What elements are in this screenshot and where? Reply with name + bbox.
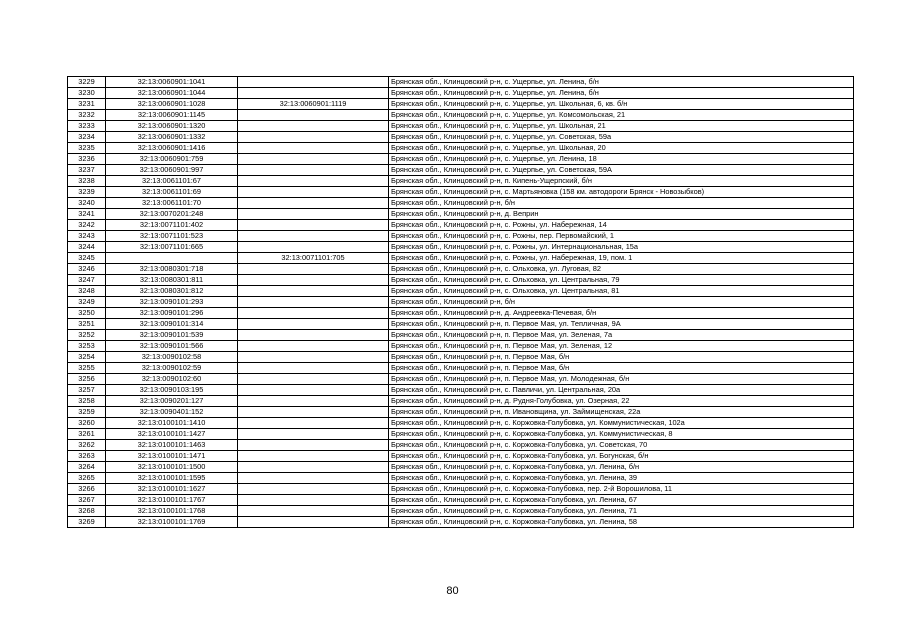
register-table xyxy=(67,76,854,528)
address-cell: Брянская обл., Клинцовский р-н, с. Ольховка, ул. Луговая, 82 xyxy=(389,264,854,275)
address-cell: Брянская обл., Клинцовский р-н, с. Коржовка-Голубовка, ул. Советская, 70 xyxy=(389,440,854,451)
address-cell: Брянская обл., Клинцовский р-н, п. Ивановщина, ул. Займищенская, 22а xyxy=(389,407,854,418)
address-cell: Брянская обл., Клинцовский р-н, с. Ущерпье, ул. Ленина, б/н xyxy=(389,88,854,99)
address-cell: Брянская обл., Клинцовский р-н, д. Веприн xyxy=(389,209,854,220)
related-cadastral-number-cell xyxy=(238,264,389,275)
address-cell: Брянская обл., Клинцовский р-н, с. Ущерпье, ул. Ленина, б/н xyxy=(389,77,854,88)
table-row xyxy=(68,495,854,506)
row-number-cell: 3261 xyxy=(68,429,106,440)
row-number-cell: 3230 xyxy=(68,88,106,99)
address-cell: Брянская обл., Клинцовский р-н, с. Рожны, ул. Набережная, 14 xyxy=(389,220,854,231)
related-cadastral-number-cell xyxy=(238,462,389,473)
table-row xyxy=(68,198,854,209)
cadastral-number-cell: 32:13:0100101:1500 xyxy=(106,462,238,473)
row-number-cell: 3259 xyxy=(68,407,106,418)
cadastral-number-cell: 32:13:0090101:566 xyxy=(106,341,238,352)
table-row xyxy=(68,297,854,308)
cadastral-number-cell: 32:13:0100101:1471 xyxy=(106,451,238,462)
address-cell: Брянская обл., Клинцовский р-н, д. Рудня-Голубовка, ул. Озерная, 22 xyxy=(389,396,854,407)
row-number-cell: 3267 xyxy=(68,495,106,506)
related-cadastral-number-cell xyxy=(238,473,389,484)
related-cadastral-number-cell xyxy=(238,220,389,231)
table-row xyxy=(68,275,854,286)
related-cadastral-number-cell xyxy=(238,418,389,429)
table-row xyxy=(68,429,854,440)
table-row xyxy=(68,319,854,330)
table-row xyxy=(68,264,854,275)
address-cell: Брянская обл., Клинцовский р-н, с. Ущерпье, ул. Советская, 59А xyxy=(389,165,854,176)
address-cell: Брянская обл., Клинцовский р-н, с. Павличи, ул. Центральная, 20а xyxy=(389,385,854,396)
page-number: 80 xyxy=(446,585,459,597)
related-cadastral-number-cell xyxy=(238,110,389,121)
related-cadastral-number-cell: 32:13:0060901:1119 xyxy=(238,99,389,110)
address-cell: Брянская обл., Клинцовский р-н, с. Ущерпье, ул. Школьная, 6, кв. б/н xyxy=(389,99,854,110)
cadastral-number-cell: 32:13:0071101:402 xyxy=(106,220,238,231)
cadastral-number-cell xyxy=(106,253,238,264)
row-number-cell: 3248 xyxy=(68,286,106,297)
related-cadastral-number-cell xyxy=(238,121,389,132)
row-number-cell: 3265 xyxy=(68,473,106,484)
cadastral-number-cell: 32:13:0100101:1410 xyxy=(106,418,238,429)
cadastral-number-cell: 32:13:0071101:523 xyxy=(106,231,238,242)
cadastral-number-cell: 32:13:0090101:314 xyxy=(106,319,238,330)
table-row xyxy=(68,165,854,176)
address-cell: Брянская обл., Клинцовский р-н, п. Первое Мая, ул. Тепличная, 9А xyxy=(389,319,854,330)
row-number-cell: 3253 xyxy=(68,341,106,352)
address-cell: Брянская обл., Клинцовский р-н, п. Кипень-Ущерпский, б/н xyxy=(389,176,854,187)
table-row xyxy=(68,286,854,297)
address-cell: Брянская обл., Клинцовский р-н, с. Ущерпье, ул. Ленина, 18 xyxy=(389,154,854,165)
related-cadastral-number-cell xyxy=(238,506,389,517)
table-row xyxy=(68,77,854,88)
table-row xyxy=(68,484,854,495)
related-cadastral-number-cell xyxy=(238,88,389,99)
address-cell: Брянская обл., Клинцовский р-н, с. Коржовка-Голубовка, ул. Ленина, 58 xyxy=(389,517,854,528)
row-number-cell: 3229 xyxy=(68,77,106,88)
row-number-cell: 3258 xyxy=(68,396,106,407)
cadastral-number-cell: 32:13:0061101:70 xyxy=(106,198,238,209)
table-row xyxy=(68,154,854,165)
row-number-cell: 3256 xyxy=(68,374,106,385)
cadastral-number-cell: 32:13:0090101:293 xyxy=(106,297,238,308)
related-cadastral-number-cell xyxy=(238,176,389,187)
row-number-cell: 3250 xyxy=(68,308,106,319)
cadastral-number-cell: 32:13:0100101:1627 xyxy=(106,484,238,495)
related-cadastral-number-cell xyxy=(238,143,389,154)
table-row xyxy=(68,132,854,143)
table-row xyxy=(68,231,854,242)
row-number-cell: 3269 xyxy=(68,517,106,528)
table-row xyxy=(68,385,854,396)
related-cadastral-number-cell xyxy=(238,286,389,297)
cadastral-number-cell: 32:13:0061101:69 xyxy=(106,187,238,198)
address-cell: Брянская обл., Клинцовский р-н, б/н xyxy=(389,297,854,308)
cadastral-number-cell: 32:13:0100101:1769 xyxy=(106,517,238,528)
cadastral-number-cell: 32:13:0090201:127 xyxy=(106,396,238,407)
row-number-cell: 3266 xyxy=(68,484,106,495)
cadastral-number-cell: 32:13:0060901:997 xyxy=(106,165,238,176)
related-cadastral-number-cell xyxy=(238,407,389,418)
related-cadastral-number-cell xyxy=(238,396,389,407)
related-cadastral-number-cell xyxy=(238,77,389,88)
address-cell: Брянская обл., Клинцовский р-н, с. Рожны, ул. Интернациональная, 15а xyxy=(389,242,854,253)
related-cadastral-number-cell xyxy=(238,242,389,253)
address-cell: Брянская обл., Клинцовский р-н, с. Коржовка-Голубовка, ул. Ленина, б/н xyxy=(389,462,854,473)
address-cell: Брянская обл., Клинцовский р-н, с. Мартьяновка (158 км. автодороги Брянск - Новозыбков) xyxy=(389,187,854,198)
related-cadastral-number-cell xyxy=(238,154,389,165)
related-cadastral-number-cell xyxy=(238,275,389,286)
address-cell: Брянская обл., Клинцовский р-н, с. Коржовка-Голубовка, ул. Коммунистическая, 102а xyxy=(389,418,854,429)
related-cadastral-number-cell xyxy=(238,517,389,528)
cadastral-number-cell: 32:13:0100101:1463 xyxy=(106,440,238,451)
row-number-cell: 3252 xyxy=(68,330,106,341)
related-cadastral-number-cell xyxy=(238,429,389,440)
table-row xyxy=(68,462,854,473)
table-row xyxy=(68,374,854,385)
row-number-cell: 3245 xyxy=(68,253,106,264)
address-cell: Брянская обл., Клинцовский р-н, с. Коржовка-Голубовка, ул. Ленина, 67 xyxy=(389,495,854,506)
table-row xyxy=(68,176,854,187)
table-row xyxy=(68,396,854,407)
table-row xyxy=(68,253,854,264)
related-cadastral-number-cell xyxy=(238,132,389,143)
table-row xyxy=(68,209,854,220)
row-number-cell: 3238 xyxy=(68,176,106,187)
address-cell: Брянская обл., Клинцовский р-н, п. Первое Мая, ул. Зеленая, 12 xyxy=(389,341,854,352)
related-cadastral-number-cell xyxy=(238,165,389,176)
table-row xyxy=(68,110,854,121)
address-cell: Брянская обл., Клинцовский р-н, п. Первое Мая, б/н xyxy=(389,352,854,363)
cadastral-number-cell: 32:13:0070201:248 xyxy=(106,209,238,220)
related-cadastral-number-cell xyxy=(238,352,389,363)
table-row xyxy=(68,440,854,451)
cadastral-number-cell: 32:13:0090102:58 xyxy=(106,352,238,363)
table-row xyxy=(68,506,854,517)
address-cell: Брянская обл., Клинцовский р-н, с. Ущерпье, ул. Школьная, 20 xyxy=(389,143,854,154)
table-row xyxy=(68,242,854,253)
related-cadastral-number-cell xyxy=(238,484,389,495)
address-cell: Брянская обл., Клинцовский р-н, с. Ольховка, ул. Центральная, 79 xyxy=(389,275,854,286)
address-cell: Брянская обл., Клинцовский р-н, с. Коржовка-Голубовка, пер. 2-й Ворошилова, 11 xyxy=(389,484,854,495)
cadastral-number-cell: 32:13:0100101:1768 xyxy=(106,506,238,517)
address-cell: Брянская обл., Клинцовский р-н, с. Коржовка-Голубовка, ул. Богунская, б/н xyxy=(389,451,854,462)
table-row xyxy=(68,99,854,110)
row-number-cell: 3244 xyxy=(68,242,106,253)
cadastral-number-cell: 32:13:0090102:60 xyxy=(106,374,238,385)
related-cadastral-number-cell xyxy=(238,231,389,242)
related-cadastral-number-cell xyxy=(238,308,389,319)
related-cadastral-number-cell xyxy=(238,330,389,341)
row-number-cell: 3262 xyxy=(68,440,106,451)
row-number-cell: 3249 xyxy=(68,297,106,308)
row-number-cell: 3257 xyxy=(68,385,106,396)
cadastral-number-cell: 32:13:0080301:811 xyxy=(106,275,238,286)
row-number-cell: 3241 xyxy=(68,209,106,220)
table-row xyxy=(68,407,854,418)
address-cell: Брянская обл., Клинцовский р-н, с. Коржовка-Голубовка, ул. Коммунистическая, 8 xyxy=(389,429,854,440)
row-number-cell: 3263 xyxy=(68,451,106,462)
row-number-cell: 3239 xyxy=(68,187,106,198)
table-row xyxy=(68,308,854,319)
row-number-cell: 3268 xyxy=(68,506,106,517)
address-cell: Брянская обл., Клинцовский р-н, с. Ольховка, ул. Центральная, 81 xyxy=(389,286,854,297)
table-row xyxy=(68,473,854,484)
table-row xyxy=(68,418,854,429)
row-number-cell: 3246 xyxy=(68,264,106,275)
cadastral-number-cell: 32:13:0090401:152 xyxy=(106,407,238,418)
table-row xyxy=(68,143,854,154)
row-number-cell: 3242 xyxy=(68,220,106,231)
address-cell: Брянская обл., Клинцовский р-н, с. Ущерпье, ул. Советская, 59а xyxy=(389,132,854,143)
address-cell: Брянская обл., Клинцовский р-н, с. Рожны, пер. Первомайский, 1 xyxy=(389,231,854,242)
row-number-cell: 3243 xyxy=(68,231,106,242)
cadastral-number-cell: 32:13:0090101:539 xyxy=(106,330,238,341)
cadastral-number-cell: 32:13:0080301:812 xyxy=(106,286,238,297)
cadastral-number-cell: 32:13:0060901:1028 xyxy=(106,99,238,110)
row-number-cell: 3247 xyxy=(68,275,106,286)
table-row xyxy=(68,220,854,231)
related-cadastral-number-cell xyxy=(238,319,389,330)
related-cadastral-number-cell xyxy=(238,297,389,308)
cadastral-number-cell: 32:13:0071101:665 xyxy=(106,242,238,253)
related-cadastral-number-cell xyxy=(238,374,389,385)
table-row xyxy=(68,363,854,374)
row-number-cell: 3232 xyxy=(68,110,106,121)
cadastral-number-cell: 32:13:0060901:1320 xyxy=(106,121,238,132)
address-cell: Брянская обл., Клинцовский р-н, п. Первое Мая, ул. Зеленая, 7а xyxy=(389,330,854,341)
row-number-cell: 3264 xyxy=(68,462,106,473)
address-cell: Брянская обл., Клинцовский р-н, с. Ущерпье, ул. Школьная, 21 xyxy=(389,121,854,132)
related-cadastral-number-cell xyxy=(238,187,389,198)
cadastral-number-cell: 32:13:0080301:718 xyxy=(106,264,238,275)
address-cell: Брянская обл., Клинцовский р-н, с. Коржовка-Голубовка, ул. Ленина, 71 xyxy=(389,506,854,517)
cadastral-number-cell: 32:13:0060901:759 xyxy=(106,154,238,165)
register-table-body xyxy=(68,77,854,528)
cadastral-number-cell: 32:13:0100101:1595 xyxy=(106,473,238,484)
table-row xyxy=(68,187,854,198)
cadastral-number-cell: 32:13:0090102:59 xyxy=(106,363,238,374)
row-number-cell: 3237 xyxy=(68,165,106,176)
row-number-cell: 3255 xyxy=(68,363,106,374)
address-cell: Брянская обл., Клинцовский р-н, с. Ущерпье, ул. Комсомольская, 21 xyxy=(389,110,854,121)
address-cell: Брянская обл., Клинцовский р-н, п. Первое Мая, б/н xyxy=(389,363,854,374)
cadastral-number-cell: 32:13:0100101:1427 xyxy=(106,429,238,440)
address-cell: Брянская обл., Клинцовский р-н, с. Коржовка-Голубовка, ул. Ленина, 39 xyxy=(389,473,854,484)
cadastral-number-cell: 32:13:0061101:67 xyxy=(106,176,238,187)
related-cadastral-number-cell xyxy=(238,341,389,352)
related-cadastral-number-cell xyxy=(238,440,389,451)
row-number-cell: 3236 xyxy=(68,154,106,165)
table-row xyxy=(68,121,854,132)
cadastral-number-cell: 32:13:0060901:1044 xyxy=(106,88,238,99)
cadastral-number-cell: 32:13:0090101:296 xyxy=(106,308,238,319)
table-row xyxy=(68,88,854,99)
row-number-cell: 3260 xyxy=(68,418,106,429)
related-cadastral-number-cell xyxy=(238,495,389,506)
cadastral-number-cell: 32:13:0060901:1041 xyxy=(106,77,238,88)
related-cadastral-number-cell xyxy=(238,451,389,462)
related-cadastral-number-cell xyxy=(238,363,389,374)
cadastral-number-cell: 32:13:0100101:1767 xyxy=(106,495,238,506)
row-number-cell: 3235 xyxy=(68,143,106,154)
cadastral-number-cell: 32:13:0060901:1332 xyxy=(106,132,238,143)
cadastral-number-cell: 32:13:0060901:1416 xyxy=(106,143,238,154)
address-cell: Брянская обл., Клинцовский р-н, д. Андреевка-Печевая, б/н xyxy=(389,308,854,319)
related-cadastral-number-cell xyxy=(238,209,389,220)
row-number-cell: 3251 xyxy=(68,319,106,330)
related-cadastral-number-cell xyxy=(238,385,389,396)
table-row xyxy=(68,352,854,363)
address-cell: Брянская обл., Клинцовский р-н, б/н xyxy=(389,198,854,209)
cadastral-number-cell: 32:13:0060901:1145 xyxy=(106,110,238,121)
row-number-cell: 3233 xyxy=(68,121,106,132)
related-cadastral-number-cell xyxy=(238,198,389,209)
related-cadastral-number-cell: 32:13:0071101:705 xyxy=(238,253,389,264)
table-row xyxy=(68,341,854,352)
table-row xyxy=(68,451,854,462)
cadastral-number-cell: 32:13:0090103:195 xyxy=(106,385,238,396)
row-number-cell: 3254 xyxy=(68,352,106,363)
table-row xyxy=(68,330,854,341)
address-cell: Брянская обл., Клинцовский р-н, с. Рожны, ул. Набережная, 19, пом. 1 xyxy=(389,253,854,264)
address-cell: Брянская обл., Клинцовский р-н, п. Первое Мая, ул. Молодежная, б/н xyxy=(389,374,854,385)
row-number-cell: 3234 xyxy=(68,132,106,143)
row-number-cell: 3231 xyxy=(68,99,106,110)
row-number-cell: 3240 xyxy=(68,198,106,209)
table-row xyxy=(68,517,854,528)
